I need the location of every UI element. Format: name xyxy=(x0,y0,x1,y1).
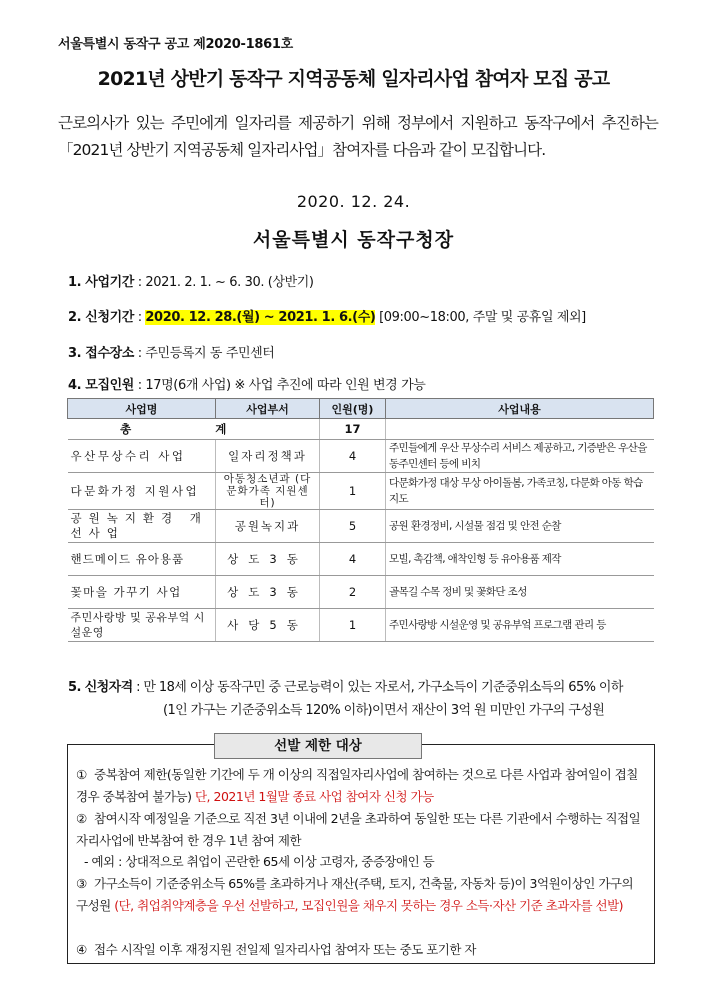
restriction-4 xyxy=(76,939,646,961)
application-period-sep: : xyxy=(137,310,142,325)
row-dept: 공원녹지과 xyxy=(216,510,320,543)
application-place-value: : 주민등록지 동 주민센터 xyxy=(137,346,275,361)
restriction-3-text: 가구소득이 기준중위소득 65%를 초과하거나 재산(주택, 토지, 건축물, 자동차 등)이 3억원이상인 가구의 구성원 xyxy=(76,876,634,913)
qualification xyxy=(68,676,623,695)
row-count: 2 xyxy=(320,576,386,609)
row-project-name: 주민사랑방 및 공유부엌 시설운영 xyxy=(68,609,216,642)
restriction-3 xyxy=(76,873,646,917)
row-dept: 상도3동 xyxy=(216,576,320,609)
row-project-name: 다문화가정 지원사업 xyxy=(68,473,216,510)
total-empty xyxy=(386,419,654,440)
restriction-1-number: ① xyxy=(76,767,87,782)
total-count: 17 xyxy=(320,419,386,440)
table-row xyxy=(68,473,654,510)
row-desc: 다문화가정 대상 무상 아이돌봄, 가족코칭, 다문화 아동 학습지도 xyxy=(386,473,654,510)
page-title: 2021년 상반기 동작구 지역공동체 일자리사업 참여자 모집 공고 xyxy=(97,68,610,90)
recruit-count-label: 4. 모집인원 xyxy=(68,378,134,393)
row-count: 1 xyxy=(320,473,386,510)
row-project-name: 우산무상수리 사업 xyxy=(68,440,216,473)
row-count: 4 xyxy=(320,543,386,576)
restriction-3-exception: (단, 취업취약계층을 우선 선발하고, 모집인원을 채우지 못하는 경우 소득·자산 기준 초과자를 선발) xyxy=(114,898,624,913)
application-period-hours: [09:00~18:00, 주말 및 공휴일 제외] xyxy=(379,310,586,325)
restriction-2 xyxy=(76,808,646,852)
row-desc: 주민사랑방 시설운영 및 공유부엌 프로그램 관리 등 xyxy=(386,609,654,642)
restriction-1-text: 중복참여 제한(동일한 기간에 두 개 이상의 직접일자리사업에 참여하는 것으로 다른 사업과 참여일이 겹칠 경우 중복참여 불가능) xyxy=(76,767,638,804)
row-project-name: 꽃마을 가꾸기 사업 xyxy=(68,576,216,609)
issuing-organization: 서울특별시 동작구청장 xyxy=(252,229,455,251)
qualification-line1: : 만 18세 이상 동작구민 중 근로능력이 있는 자로서, 가구소득이 기준중위소득의 65% 이하 xyxy=(136,680,623,695)
recruitment-table xyxy=(67,398,654,642)
row-project-name: 공원녹지환경 개선사업 xyxy=(68,510,216,543)
restriction-4-number: ④ xyxy=(76,942,87,957)
restriction-2-text: 참여시작 예정일을 기준으로 직전 3년 이내에 2년을 초과하여 동일한 또는 다른 기관에서 수행하는 직접일자리사업에 반복참여 한 경우 1년 참여 제한 xyxy=(76,811,641,848)
project-period-label: 1. 사업기간 xyxy=(68,275,134,290)
restriction-4-text: 접수 시작일 이후 재정지원 전일제 일자리사업 참여자 또는 중도 포기한 자 xyxy=(94,942,476,957)
application-period-label: 2. 신청기간 xyxy=(68,310,134,325)
header-desc: 사업내용 xyxy=(386,399,654,419)
total-label: 총 계 xyxy=(68,419,320,440)
application-period xyxy=(68,306,586,325)
restriction-3-number: ③ xyxy=(76,876,87,891)
row-desc: 공원 환경정비, 시설물 점검 및 안전 순찰 xyxy=(386,510,654,543)
project-period-value: : 2021. 2. 1. ~ 6. 30. (상반기) xyxy=(137,275,314,290)
table-row xyxy=(68,440,654,473)
qualification-label: 5. 신청자격 xyxy=(68,680,133,695)
table-header-row xyxy=(68,399,654,419)
row-dept: 일자리정책과 xyxy=(216,440,320,473)
row-count: 1 xyxy=(320,609,386,642)
restrictions-title: 선발 제한 대상 xyxy=(214,733,422,759)
table-total-row xyxy=(68,419,654,440)
restriction-1-exception: 단, 2021년 1월말 종료 사업 참여자 신청 가능 xyxy=(194,789,434,804)
intro-paragraph: 근로의사가 있는 주민에게 일자리를 제공하기 위해 정부에서 지원하고 동작구에서 추진하는「2021년 상반기 지역공동체 일자리사업」참여자를 다음과 같이 모집합니다. xyxy=(58,114,658,159)
row-dept: 아동청소년과 (다문화가족 지원센터) xyxy=(216,473,320,510)
table-row xyxy=(68,510,654,543)
row-dept: 사당5동 xyxy=(216,609,320,642)
row-desc: 주민들에게 우산 무상수리 서비스 제공하고, 기증받은 우산을 동주민센터 등에 비치 xyxy=(386,440,654,473)
application-place xyxy=(68,342,274,361)
notice-number: 서울특별시 동작구 공고 제2020-1861호 xyxy=(58,37,293,52)
project-period xyxy=(68,271,314,290)
row-dept: 상도3동 xyxy=(216,543,320,576)
row-count: 4 xyxy=(320,440,386,473)
qualification-line2: (1인 가구는 기준중위소득 120% 이하)이면서 재산이 3억 원 미만인 가구의 구성원 xyxy=(163,703,605,718)
application-period-highlight: 2020. 12. 28.(월) ~ 2021. 1. 6.(수) xyxy=(145,310,376,325)
notice-date: 2020. 12. 24. xyxy=(296,192,411,211)
restriction-2-number: ② xyxy=(76,811,87,826)
recruit-count xyxy=(68,374,425,393)
row-count: 5 xyxy=(320,510,386,543)
row-project-name: 핸드메이드 유아용품 xyxy=(68,543,216,576)
table-row xyxy=(68,576,654,609)
restriction-2-example: - 예외 : 상대적으로 취업이 곤란한 65세 이상 고령자, 중증장애인 등 xyxy=(84,854,435,869)
restriction-1 xyxy=(76,764,646,808)
row-desc: 골목길 수목 정비 및 꽃화단 조성 xyxy=(386,576,654,609)
table-row xyxy=(68,609,654,642)
recruit-count-value: : 17명(6개 사업) ※ 사업 추진에 따라 인원 변경 가능 xyxy=(137,378,426,393)
header-project: 사업명 xyxy=(68,399,216,419)
header-count: 인원(명) xyxy=(320,399,386,419)
application-place-label: 3. 접수장소 xyxy=(68,346,134,361)
row-desc: 모빌, 촉감책, 애착인형 등 유아용품 제작 xyxy=(386,543,654,576)
header-dept: 사업부서 xyxy=(216,399,320,419)
table-row xyxy=(68,543,654,576)
